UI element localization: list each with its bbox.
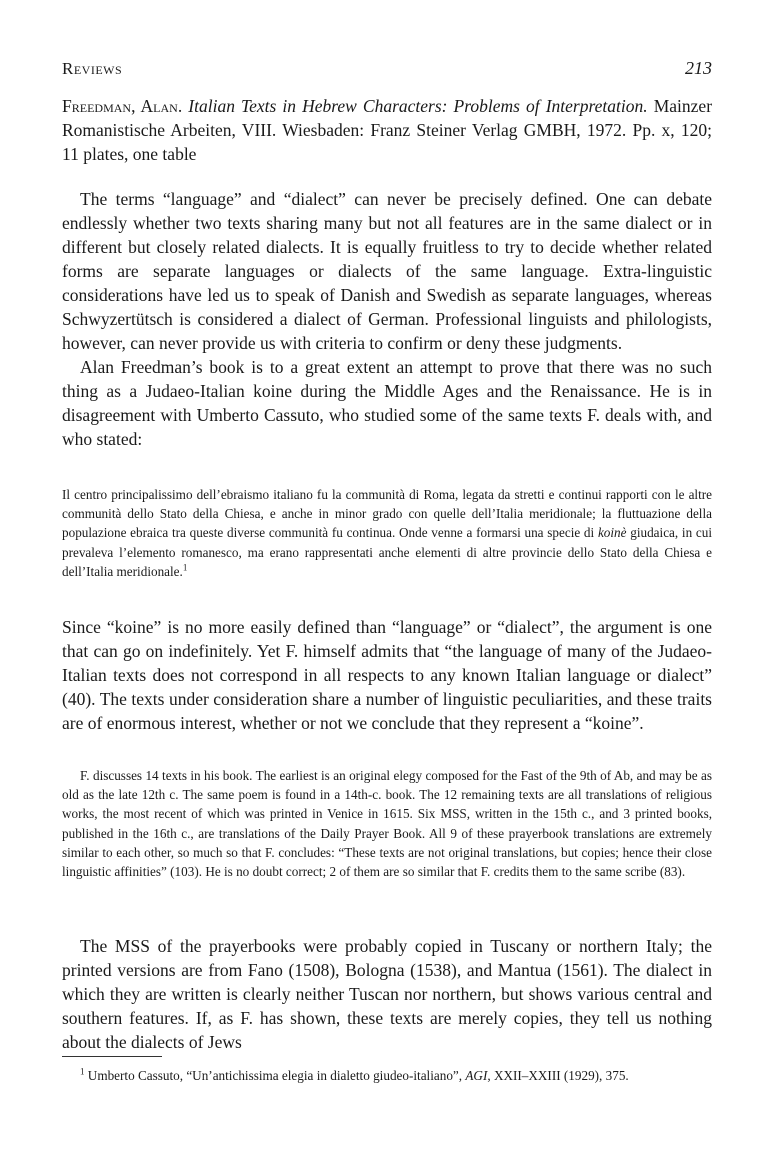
body-paragraph: The MSS of the prayerbooks were probably copied in Tuscany or northern Italy; the printed versions are from Fano (1508), Bologna (1538), and Mantua (1561). The dialect in which they are written is clearly neither Tuscan nor northern, but shows various central and southern features. If, as F. has shown, these texts are merely copies, they tell us nothing about the dialects of Jews (62, 936, 712, 1052)
block-quote (62, 485, 712, 581)
footnote-divider (62, 1056, 162, 1057)
quote-text: Il centro principalissimo dell’ebraismo italiano fu la communità di Roma, legata da stretti e continui rapporti con le altre communità dello Stato della Chiesa, e anche in minor grado con quelle dell’Italia meridionale; la fluttuazione della populazione ebraica tra queste diverse communità fu continua. Onde venne a formarsi una specie di (62, 487, 712, 541)
body-paragraph: The terms “language” and “dialect” can never be precisely defined. One can debate endlessly whether two texts sharing many but not all features are in the same dialect or in different but closely related dialects. It is equally fruitless to try to decide whether related forms are separate languages or dialects of the same language. Extra-linguistic considerations have led us to speak of Danish and Swedish as separate languages, whereas Schwyzertütsch is considered a dialect of German. Professional linguists and philologists, however, can never provide us with criteria to confirm or deny these judgments. (62, 189, 712, 353)
running-title: Reviews (62, 59, 123, 78)
body-paragraph-3-block (62, 615, 712, 735)
citation-author: Freedman, Alan. (62, 96, 183, 116)
review-citation (62, 94, 712, 166)
footnote-text: Umberto Cassuto, “Un’antichissima elegia in dialetto giudeo-italiano”, (87, 1068, 463, 1083)
small-type-paragraph: F. discusses 14 texts in his book. The earliest is an original elegy composed for the Fast of the 9th of Ab, and may be as old as the late 12th c. The same poem is found in a 14th-c. book. The 12 remaining texts are all translations of religious works, the most recent of which was printed in Venice in 1615. Six MSS, written in the 15th c., and 3 printed books, published in the 16th c., are translations of the Daily Prayer Book. All 9 of these prayerbook translations are extremely similar to each other, so much so that F. concludes: “These texts are not original translations, but copies; hence their close linguistic affinities” (103). He is no doubt correct; 2 of them are so similar that F. credits them to the same scribe (83). (62, 768, 712, 880)
footnote-text: , XXII–XXIII (1929), 375. (487, 1068, 629, 1083)
page-number: 213 (685, 58, 712, 78)
citation-publisher: Wiesbaden: Franz Steiner Verlag GMBH, 1972. Pp. x, 120; 11 plates, one table (62, 120, 713, 164)
body-paragraph-1-block (62, 187, 712, 451)
quote-koine: koinè (597, 525, 627, 541)
body-paragraph: Alan Freedman’s book is to a great extent an attempt to prove that there was no such thing as a Judaeo-Italian koine during the Middle Ages and the Renaissance. He is in disagreement with Umberto Cassuto, who studied some of the same texts F. deals with, and who stated: (62, 357, 712, 449)
body-paragraph: Since “koine” is no more easily defined than “language” or “dialect”, the argument is one that can go on indefinitely. Yet F. himself admits that “the language of many of the Judaeo-Italian texts does not correspond in all respects to any known Italian language or dialect” (40). The texts under consideration share a number of linguistic peculiarities, and these traits are of enormous interest, whether or not we conclude that they represent a “koine”. (62, 617, 712, 733)
body-paragraph-5-block (62, 934, 712, 1054)
footnote-reference: 1 (182, 562, 188, 573)
running-head (62, 58, 712, 79)
quote-text: giudaica, in cui prevaleva l’elemento romanesco, ma erano rappresentati anche elementi di altre provincie dello Stato della Chiesa e dell’Italia meridionale. (62, 525, 713, 579)
footnote-journal: AGI (465, 1068, 488, 1083)
citation-title: Italian Texts in Hebrew Characters: Problems of Interpretation. (188, 96, 648, 116)
citation-series: Mainzer Romanistische Arbeiten, VIII. (62, 96, 713, 140)
footnote-number: 1 (80, 1066, 85, 1077)
footnote (62, 1066, 712, 1085)
